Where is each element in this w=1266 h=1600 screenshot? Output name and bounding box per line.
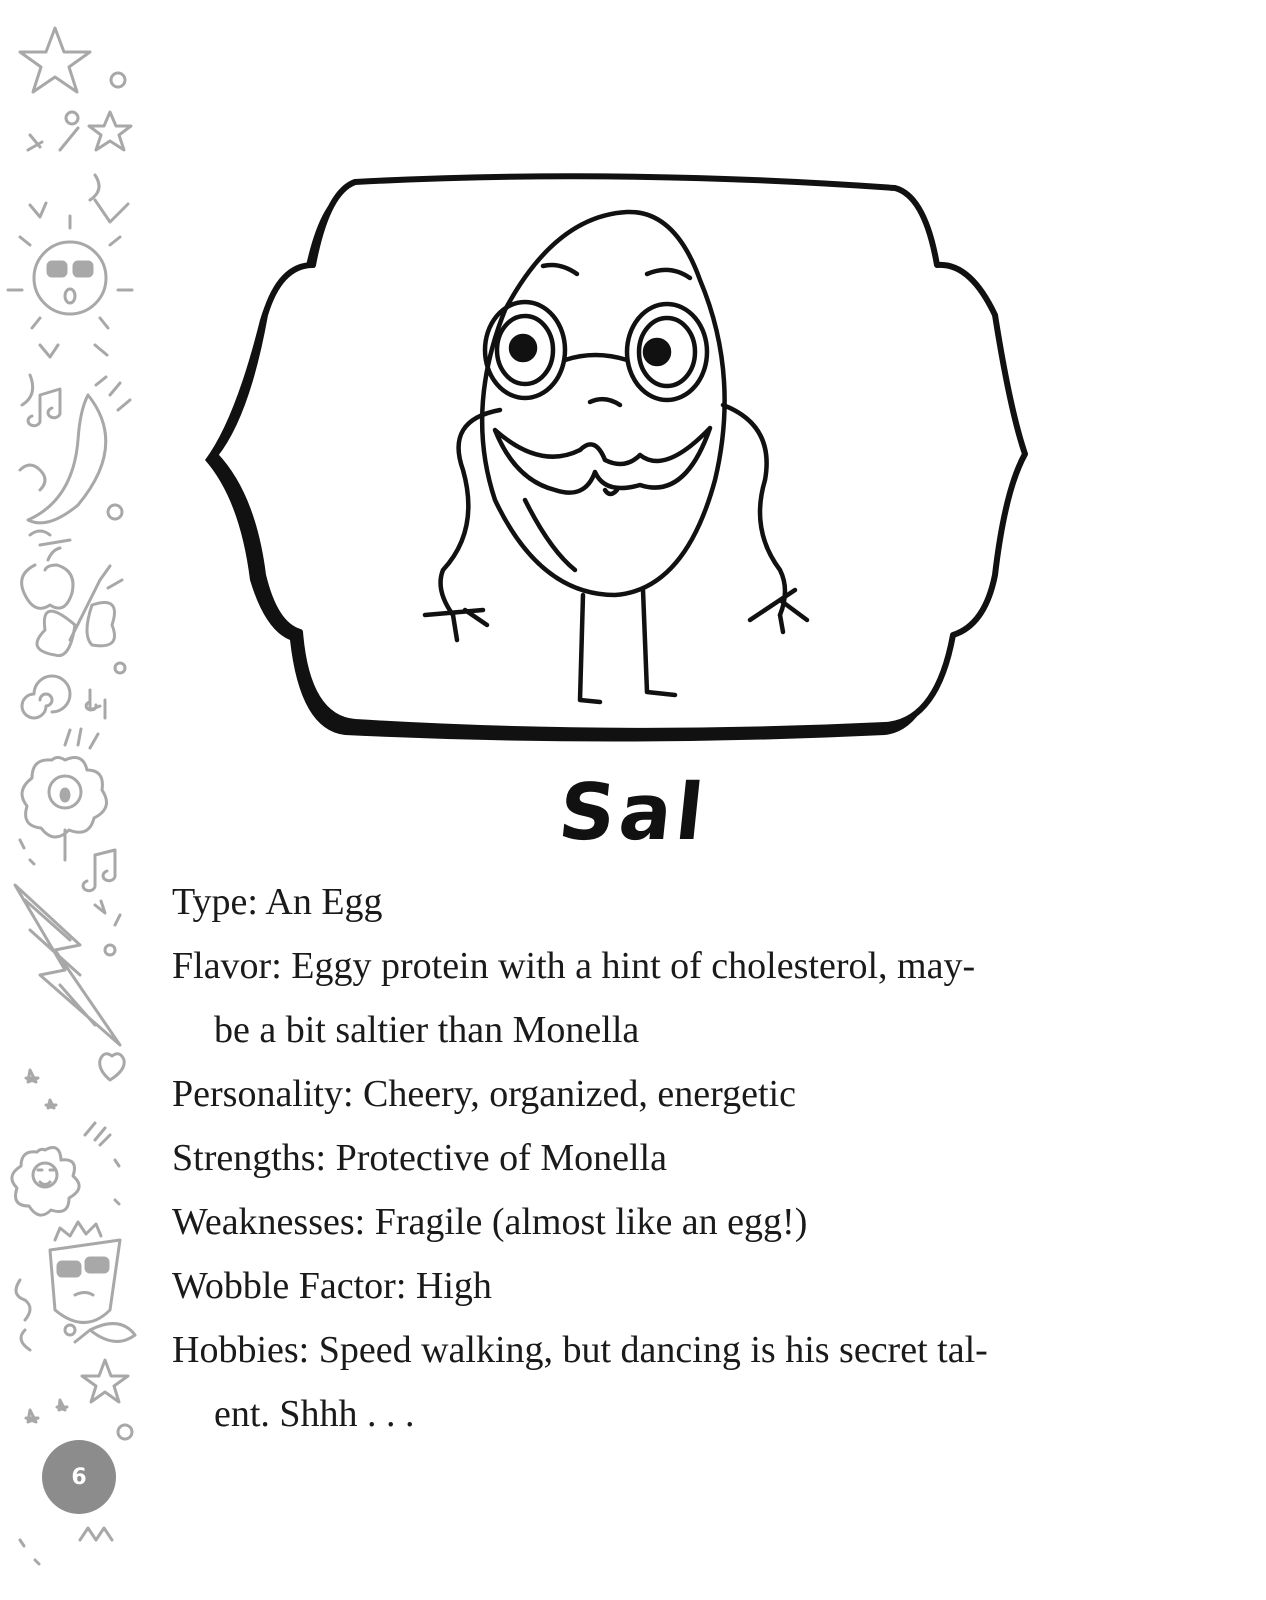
star-doodle-icon bbox=[82, 1360, 128, 1402]
banana-doodle-icon bbox=[28, 377, 130, 523]
flower-doodle-icon bbox=[12, 1148, 79, 1216]
profile-personality: Personality: Cheery, organized, energetic bbox=[172, 1073, 796, 1115]
heart-doodle-icon bbox=[100, 1054, 125, 1080]
page-number-badge: 6 bbox=[42, 1440, 116, 1514]
cup-face-doodle-icon bbox=[50, 1222, 120, 1323]
profile-hobbies: Hobbies: Speed walking, but dancing is his secret tal- bbox=[172, 1329, 988, 1371]
apple-doodle-icon bbox=[22, 548, 73, 608]
character-name: Sal bbox=[554, 768, 712, 858]
profile-flavor-continued: be a bit saltier than Monella bbox=[214, 1009, 640, 1051]
profile-wobble-factor: Wobble Factor: High bbox=[172, 1265, 492, 1307]
star-doodle-icon bbox=[89, 112, 131, 150]
leaf-doodle-icon bbox=[75, 1324, 135, 1342]
frame-border bbox=[215, 176, 1025, 731]
dot-doodle-icon bbox=[111, 73, 125, 87]
sun-sunglasses-doodle-icon bbox=[8, 216, 132, 328]
profile-strengths: Strengths: Protective of Monella bbox=[172, 1137, 667, 1179]
profile-type: Type: An Egg bbox=[172, 881, 383, 923]
star-doodle-icon bbox=[20, 28, 90, 92]
profile-weaknesses: Weaknesses: Fragile (almost like an egg!) bbox=[172, 1201, 808, 1243]
profile-flavor: Flavor: Eggy protein with a hint of cholesterol, may- bbox=[172, 945, 976, 987]
character-frame-illustration bbox=[195, 170, 1035, 755]
profile-hobbies-continued: ent. Shhh . . . bbox=[214, 1393, 415, 1435]
butterfly-doodle-icon bbox=[37, 566, 122, 656]
spiral-doodle-icon bbox=[22, 676, 70, 718]
character-profile bbox=[172, 870, 1092, 1446]
